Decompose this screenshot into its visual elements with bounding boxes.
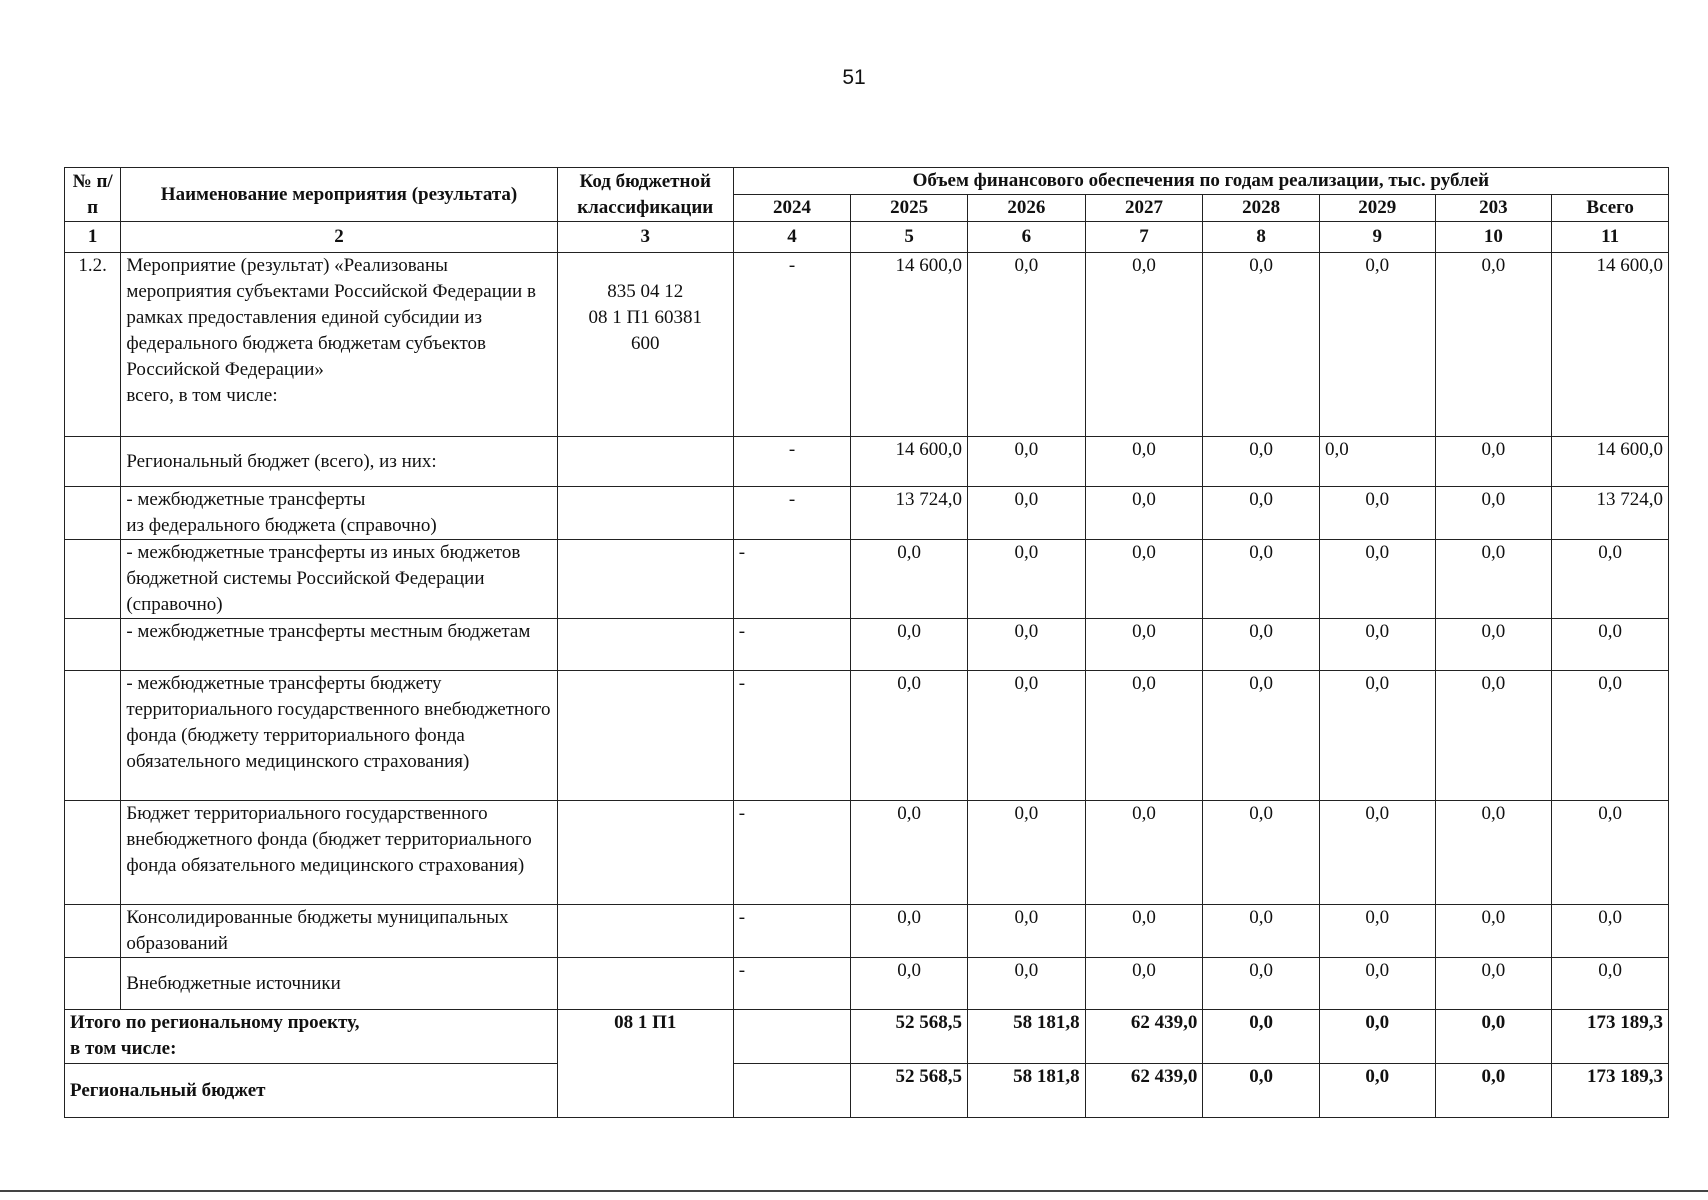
column-index: 5 (851, 222, 968, 253)
row-name (121, 253, 557, 437)
scan-edge-line (0, 1190, 1708, 1192)
table-row (65, 487, 1669, 540)
value-cell: 0,0 (1203, 619, 1320, 671)
column-index: 7 (1085, 222, 1203, 253)
value-cell: 0,0 (1085, 671, 1203, 801)
value-cell: 14 600,0 (851, 437, 968, 487)
header-code: Код бюджетной классификации (557, 168, 733, 222)
value-cell: - (733, 487, 851, 540)
value-cell: 0,0 (1085, 619, 1203, 671)
value-cell: 0,0 (1319, 540, 1435, 619)
value-cell: 0,0 (1085, 487, 1203, 540)
value-cell: 0,0 (1435, 437, 1552, 487)
column-index: 10 (1435, 222, 1552, 253)
value-cell: 0,0 (1203, 801, 1320, 905)
table-row-main (65, 253, 1669, 437)
row-name: - межбюджетные трансферты бюджету территориального государственного внебюджетного фонда (бюджету территориального фонда обязательного медицинского страхования) (121, 671, 557, 801)
table-row (65, 671, 1669, 801)
value-cell: 62 439,0 (1085, 1064, 1203, 1118)
value-cell: 0,0 (1435, 619, 1552, 671)
column-index: 1 (65, 222, 121, 253)
value-cell: 0,0 (968, 437, 1086, 487)
value-cell: 0,0 (968, 958, 1086, 1010)
row-name: Внебюджетные источники (121, 958, 557, 1010)
value-cell: 58 181,8 (968, 1064, 1086, 1118)
value-cell: 0,0 (1435, 1010, 1552, 1064)
value-cell: 0,0 (1435, 487, 1552, 540)
value-cell: 14 600,0 (1552, 437, 1669, 487)
value-cell: 0,0 (851, 540, 968, 619)
value-cell: 0,0 (1319, 671, 1435, 801)
value-cell: 52 568,5 (851, 1010, 968, 1064)
value-cell: 0,0 (1435, 905, 1552, 958)
value-cell: 14 600,0 (1552, 253, 1669, 437)
header-total: Всего (1552, 195, 1669, 222)
header-year: 2024 (733, 195, 851, 222)
value-cell: 0,0 (1319, 801, 1435, 905)
value-cell: 0,0 (1085, 801, 1203, 905)
header-year: 2029 (1319, 195, 1435, 222)
value-cell: 0,0 (1203, 487, 1320, 540)
value-cell: 62 439,0 (1085, 1010, 1203, 1064)
value-cell: 0,0 (1203, 1010, 1320, 1064)
value-cell: 0,0 (1085, 905, 1203, 958)
total-label: Итого по региональному проекту, в том числе: (65, 1010, 558, 1064)
value-cell: 13 724,0 (1552, 487, 1669, 540)
column-index: 8 (1203, 222, 1320, 253)
value-cell: 0,0 (1435, 253, 1552, 437)
value-cell: 0,0 (1203, 671, 1320, 801)
value-cell: - (733, 253, 851, 437)
column-index: 3 (557, 222, 733, 253)
value-cell: 0,0 (1319, 619, 1435, 671)
table-row-total (65, 1010, 1669, 1064)
column-index: 4 (733, 222, 851, 253)
value-cell: 0,0 (968, 253, 1086, 437)
value-cell: 0,0 (1552, 958, 1669, 1010)
value-cell: 0,0 (1085, 437, 1203, 487)
value-cell (733, 1064, 851, 1118)
value-cell: - (733, 671, 851, 801)
header-year: 203 (1435, 195, 1552, 222)
total-code: 08 1 П1 (557, 1010, 733, 1118)
value-cell: 173 189,3 (1552, 1010, 1669, 1064)
row-name: Консолидированные бюджеты муниципальных образований (121, 905, 557, 958)
value-cell (733, 1010, 851, 1064)
main-row-name-suffix: всего, в том числе: (126, 385, 278, 406)
value-cell: 0,0 (1319, 1010, 1435, 1064)
value-cell: 0,0 (1203, 540, 1320, 619)
value-cell: 0,0 (1319, 253, 1435, 437)
value-cell: 0,0 (851, 671, 968, 801)
value-cell: 0,0 (1319, 958, 1435, 1010)
value-cell: - (733, 619, 851, 671)
value-cell: 14 600,0 (851, 253, 968, 437)
value-cell: - (733, 801, 851, 905)
value-cell: 0,0 (1435, 671, 1552, 801)
row-name: - межбюджетные трансферты из иных бюджетов бюджетной системы Российской Федерации (справочно) (121, 540, 557, 619)
value-cell: 0,0 (968, 801, 1086, 905)
value-cell: 58 181,8 (968, 1010, 1086, 1064)
header-year: 2026 (968, 195, 1086, 222)
value-cell: - (733, 905, 851, 958)
page-number: 51 (842, 66, 866, 89)
value-cell: 0,0 (1552, 801, 1669, 905)
value-cell: - (733, 540, 851, 619)
row-number: 1.2. (65, 253, 121, 437)
header-year: 2025 (851, 195, 968, 222)
header-year: 2027 (1085, 195, 1203, 222)
table-row (65, 905, 1669, 958)
value-cell: 0,0 (968, 487, 1086, 540)
value-cell: 173 189,3 (1552, 1064, 1669, 1118)
value-cell: 0,0 (1203, 1064, 1320, 1118)
value-cell: - (733, 958, 851, 1010)
row-name: - межбюджетные трансферты из федерального бюджета (справочно) (121, 487, 557, 540)
budget-code: 835 04 12 08 1 П1 60381 600 (557, 253, 733, 437)
header-num: № п/п (65, 168, 121, 222)
value-cell: 0,0 (968, 619, 1086, 671)
value-cell: 0,0 (1435, 801, 1552, 905)
value-cell: 0,0 (1203, 437, 1320, 487)
row-name: - межбюджетные трансферты местным бюджетам (121, 619, 557, 671)
value-cell: 13 724,0 (851, 487, 968, 540)
value-cell: - (733, 437, 851, 487)
value-cell: 0,0 (1319, 437, 1435, 487)
value-cell: 0,0 (1435, 1064, 1552, 1118)
value-cell: 0,0 (1203, 958, 1320, 1010)
value-cell: 0,0 (1435, 958, 1552, 1010)
column-index-row (65, 222, 1669, 253)
column-index: 9 (1319, 222, 1435, 253)
header-year: 2028 (1203, 195, 1320, 222)
value-cell: 0,0 (1552, 671, 1669, 801)
table-row (65, 801, 1669, 905)
table-row-regional (65, 1064, 1669, 1118)
value-cell: 0,0 (1435, 540, 1552, 619)
header-volume: Объем финансового обеспечения по годам реализации, тыс. рублей (733, 168, 1668, 195)
header-row-top (65, 168, 1669, 195)
value-cell: 0,0 (851, 801, 968, 905)
value-cell: 0,0 (1319, 487, 1435, 540)
value-cell: 0,0 (1085, 540, 1203, 619)
main-row-name: Мероприятие (результат) «Реализованы мероприятия субъектами Российской Федерации в рамках предоставления единой субсидии из федерального бюджета бюджетам субъектов Российской Федерации» (126, 255, 536, 380)
value-cell: 0,0 (968, 905, 1086, 958)
value-cell: 0,0 (851, 958, 968, 1010)
value-cell: 0,0 (851, 619, 968, 671)
value-cell: 0,0 (851, 905, 968, 958)
column-index: 6 (968, 222, 1086, 253)
value-cell: 0,0 (1319, 905, 1435, 958)
financing-table (64, 167, 1669, 1118)
table-row (65, 437, 1669, 487)
regional-label: Региональный бюджет (65, 1064, 558, 1118)
table-row (65, 619, 1669, 671)
value-cell: 0,0 (1319, 1064, 1435, 1118)
value-cell: 0,0 (1085, 253, 1203, 437)
row-name: Региональный бюджет (всего), из них: (121, 437, 557, 487)
header-name: Наименование мероприятия (результата) (121, 168, 557, 222)
column-index: 11 (1552, 222, 1669, 253)
value-cell: 0,0 (968, 671, 1086, 801)
column-index: 2 (121, 222, 557, 253)
value-cell: 52 568,5 (851, 1064, 968, 1118)
value-cell: 0,0 (1552, 619, 1669, 671)
value-cell: 0,0 (968, 540, 1086, 619)
value-cell: 0,0 (1203, 253, 1320, 437)
value-cell: 0,0 (1552, 540, 1669, 619)
table-row (65, 958, 1669, 1010)
row-name: Бюджет территориального государственного внебюджетного фонда (бюджет территориального фонда обязательного медицинского страхования) (121, 801, 557, 905)
value-cell: 0,0 (1552, 905, 1669, 958)
table-row (65, 540, 1669, 619)
value-cell: 0,0 (1203, 905, 1320, 958)
value-cell: 0,0 (1085, 958, 1203, 1010)
